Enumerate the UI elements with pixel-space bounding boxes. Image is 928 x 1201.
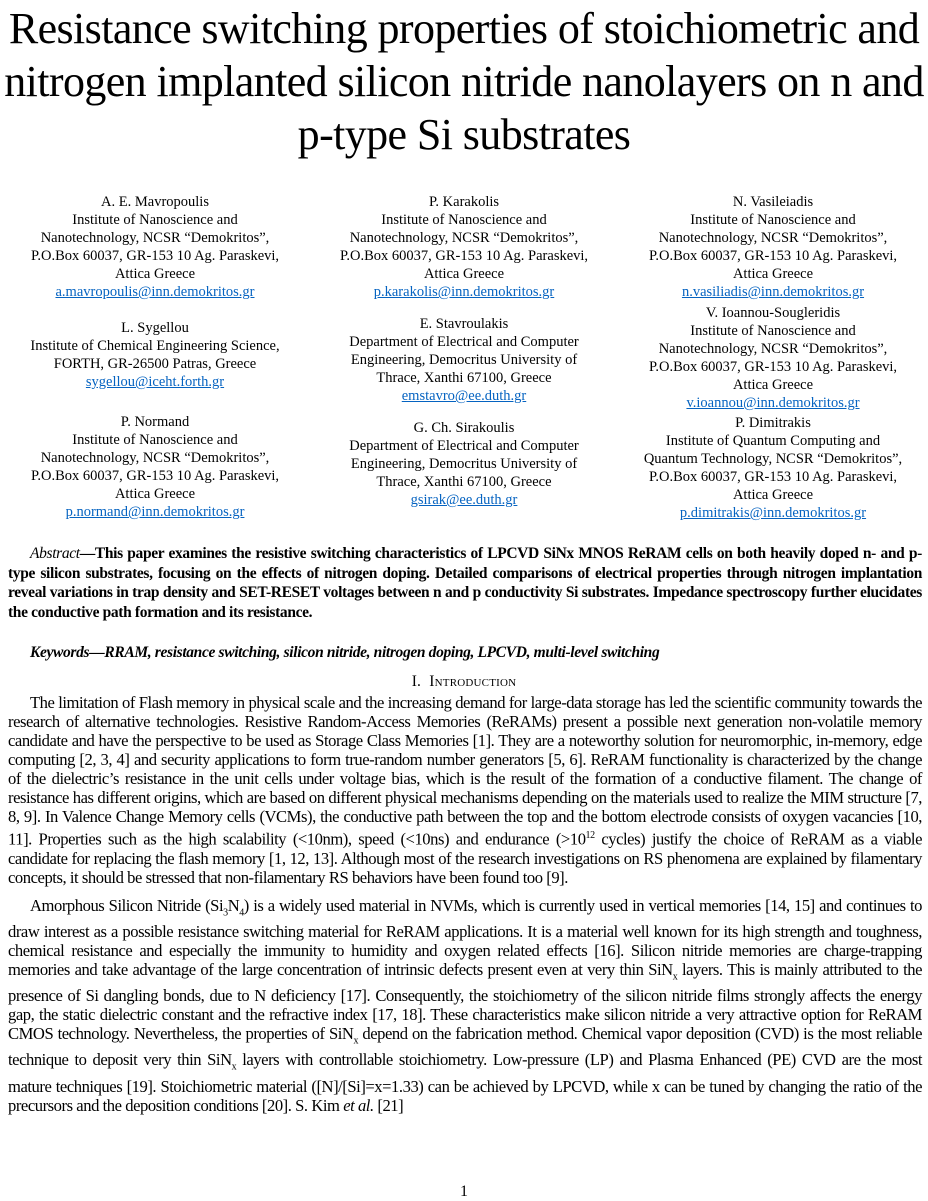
author-card xyxy=(310,419,618,509)
text-run: Amorphous Silicon Nitride (Si xyxy=(30,895,224,915)
text-run: The limitation of Flash memory in physical scale and the increasing demand for large-data storage has led the scientific community towards the research of alternative technologies. Resistive Random-Access Memories (ReRAMs) present a possible next generation non-volatile memory candidate and have the perspective to be used as Storage Class Memories [1]. They are a noteworthy solution for neuromorphic, in-memory, edge computing [2, 3, 4] and security applications to form true-random number generators [5, 6]. ReRAM functionality is characterized by the change of the dielectric’s resistance in the unit cells under voltage bias, which is the result of the formation of a conductive filament. The change of resistance has different origins, which are based on different physical mechanisms depending on the materials used to realize the MIM structure [7, 8, 9]. In Valence Change Memory cells (VCMs), the conductive path between the top and the bottom electrode consists of oxygen vacancies [10, 11]. Properties such as the high scalability (<10nm), speed (<10ns) and endurance (>10 xyxy=(8,693,922,849)
author-email-link[interactable]: a.mavropoulis@inn.demokritos.gr xyxy=(55,284,255,300)
text-run: [21] xyxy=(373,1095,404,1115)
affiliation-line: Attica Greece xyxy=(114,266,196,282)
text-run: layers with controllable stoichiometry. Low-pressure (LP) and Plasma Enhanced (PE) CVD are the most mature techniques [19]. Stoichiometric material ([N]/[Si]=x=1.33) can be achieved by LPCVD, while x can be tuned by changing the ratio of the precursors and the deposition conditions [20]. S. Kim xyxy=(8,1050,922,1115)
author-name: V. Ioannou-Sougleridis xyxy=(705,305,841,321)
author-name: G. Ch. Sirakoulis xyxy=(413,420,515,436)
author-email-link[interactable]: n.vasiliadis@inn.demokritos.gr xyxy=(681,284,865,300)
affiliation-line: Institute of Nanoscience and xyxy=(72,432,238,448)
affiliation-line: Attica Greece xyxy=(423,266,505,282)
affiliation-line: Nanotechnology, NCSR “Demokritos”, xyxy=(349,230,579,246)
author-card xyxy=(618,414,928,522)
abstract-dash: — xyxy=(79,545,95,562)
affiliation-line: Institute of Chemical Engineering Science, xyxy=(30,338,280,354)
affiliation-line: Thrace, Xanthi 67100, Greece xyxy=(376,370,552,386)
text-run: N xyxy=(227,895,240,915)
author-column-2 xyxy=(310,193,618,536)
affiliation-line: Attica Greece xyxy=(732,266,814,282)
affiliation-line: Attica Greece xyxy=(732,377,814,393)
author-name: A. E. Mavropoulis xyxy=(101,194,209,210)
affiliation-line: Department of Electrical and Computer xyxy=(349,438,579,454)
author-card xyxy=(618,304,928,412)
affiliation-line: FORTH, GR-26500 Patras, Greece xyxy=(53,356,257,372)
affiliation-line: Nanotechnology, NCSR “Demokritos”, xyxy=(658,230,888,246)
author-email-link[interactable]: p.dimitrakis@inn.demokritos.gr xyxy=(679,505,867,521)
author-name: L. Sygellou xyxy=(121,320,189,336)
section-heading xyxy=(0,673,928,691)
author-column-1 xyxy=(0,193,310,536)
author-name: P. Karakolis xyxy=(428,194,500,210)
affiliation-line: Attica Greece xyxy=(114,486,196,502)
author-card xyxy=(0,319,310,391)
author-block xyxy=(0,193,928,536)
abstract-text: This paper examines the resistive switching characteristics of LPCVD SiNx MNOS ReRAM cells on both heavily doped n- and p-type silicon substrates, focusing on the effects of nitrogen doping. Detailed comparisons of electrical properties through nitrogen implantation reveal variations in trap density and SET-RESET voltages between n and p conductivity Si substrates. Impedance spectroscopy further elucidates the conductive path formation and its resistance. xyxy=(8,545,922,621)
subscript: x xyxy=(231,1061,237,1073)
author-card xyxy=(0,193,310,301)
affiliation-line: Nanotechnology, NCSR “Demokritos”, xyxy=(658,341,888,357)
affiliation-line: P.O.Box 60037, GR-153 10 Ag. Paraskevi, xyxy=(648,469,898,485)
author-name: P. Normand xyxy=(120,414,190,430)
keywords: Keywords—RRAM, resistance switching, silicon nitride, nitrogen doping, LPCVD, multi-level switching xyxy=(30,644,660,661)
affiliation-line: Institute of Nanoscience and xyxy=(72,212,238,228)
affiliation-line: P.O.Box 60037, GR-153 10 Ag. Paraskevi, xyxy=(30,468,280,484)
author-name: E. Stavroulakis xyxy=(419,316,509,332)
affiliation-line: P.O.Box 60037, GR-153 10 Ag. Paraskevi, xyxy=(648,248,898,264)
author-email-link[interactable]: gsirak@ee.duth.gr xyxy=(410,492,518,508)
affiliation-line: P.O.Box 60037, GR-153 10 Ag. Paraskevi, xyxy=(30,248,280,264)
affiliation-line: Institute of Nanoscience and xyxy=(381,212,547,228)
superscript: 12 xyxy=(585,830,595,841)
intro-paragraph-1 xyxy=(8,693,922,887)
author-column-3 xyxy=(618,193,928,536)
author-email-link[interactable]: sygellou@iceht.forth.gr xyxy=(85,374,225,390)
affiliation-line: Engineering, Democritus University of xyxy=(350,352,578,368)
affiliation-line: Quantum Technology, NCSR “Demokritos”, xyxy=(643,451,903,467)
affiliation-line: Nanotechnology, NCSR “Demokritos”, xyxy=(40,230,270,246)
affiliation-line: Thrace, Xanthi 67100, Greece xyxy=(376,474,552,490)
affiliation-line: P.O.Box 60037, GR-153 10 Ag. Paraskevi, xyxy=(339,248,589,264)
author-card xyxy=(0,413,310,521)
text-run: ) is a widely used material in NVMs, which is currently used in vertical memories [14, 15] and continues to draw interest as a possible resistance switching material for ReRAM applications. It is a material well known for its high strength and toughness, chemical resistance and especially the immunity to humidity and oxygen related effects [16]. Silicon nitride memories are charge-trapping memories and take advantage of the large concentration of intrinsic defects present even at very thin SiN xyxy=(8,895,922,979)
affiliation-line: Attica Greece xyxy=(732,487,814,503)
affiliation-line: Department of Electrical and Computer xyxy=(349,334,579,350)
author-name: P. Dimitrakis xyxy=(735,415,811,431)
paper-title: Resistance switching properties of stoichiometric and nitrogen implanted silicon nitride nanolayers on n and p-type Si substrates xyxy=(4,4,924,159)
page-number: 1 xyxy=(460,1183,468,1200)
affiliation-line: P.O.Box 60037, GR-153 10 Ag. Paraskevi, xyxy=(648,359,898,375)
author-email-link[interactable]: v.ioannou@inn.demokritos.gr xyxy=(686,395,860,411)
author-name: N. Vasileiadis xyxy=(732,194,814,210)
subscript: x xyxy=(672,971,678,983)
author-card xyxy=(310,315,618,405)
abstract-label: Abstract xyxy=(30,545,80,562)
author-email-link[interactable]: emstavro@ee.duth.gr xyxy=(401,388,527,404)
intro-paragraph-2 xyxy=(8,896,922,1115)
affiliation-line: Institute of Quantum Computing and xyxy=(665,433,881,449)
affiliation-line: Nanotechnology, NCSR “Demokritos”, xyxy=(40,450,270,466)
subscript: x xyxy=(353,1035,359,1047)
affiliation-line: Institute of Nanoscience and xyxy=(690,212,856,228)
section-number: I. xyxy=(411,673,422,690)
affiliation-line: Engineering, Democritus University of xyxy=(350,456,578,472)
subscript: 3 xyxy=(223,906,228,918)
author-email-link[interactable]: p.normand@inn.demokritos.gr xyxy=(65,504,245,520)
affiliation-line: Institute of Nanoscience and xyxy=(690,323,856,339)
text-run: depend on the fabrication method. Chemical vapor deposition (CVD) is the most reliable technique to deposit very thin SiN xyxy=(8,1024,922,1070)
author-card xyxy=(310,193,618,301)
text-run: layers. This is mainly attributed to the presence of Si dangling bonds, due to N deficiency [17]. Consequently, the stoichiometry of the silicon nitride films strongly affects the energy gap, the static dielectric constant and the refractive index [17, 18]. These characteristics make silicon nitride a very attractive option for ReRAM CMOS technology. Nevertheless, the properties of SiN xyxy=(8,959,922,1044)
abstract xyxy=(8,544,922,622)
subscript: 4 xyxy=(239,906,244,918)
text-run: cycles) justify the choice of ReRAM as a viable candidate for replacing the flash memory [1, 12, 13]. Although most of the research investigations on RS phenomena are explained by filamentary concepts, it should be stressed that non-filamentary RS behaviors have been found too [9]. xyxy=(8,829,923,887)
section-title: Introduction xyxy=(429,673,517,690)
author-card xyxy=(618,193,928,301)
author-email-link[interactable]: p.karakolis@inn.demokritos.gr xyxy=(373,284,555,300)
italic-run: et al. xyxy=(343,1095,374,1115)
